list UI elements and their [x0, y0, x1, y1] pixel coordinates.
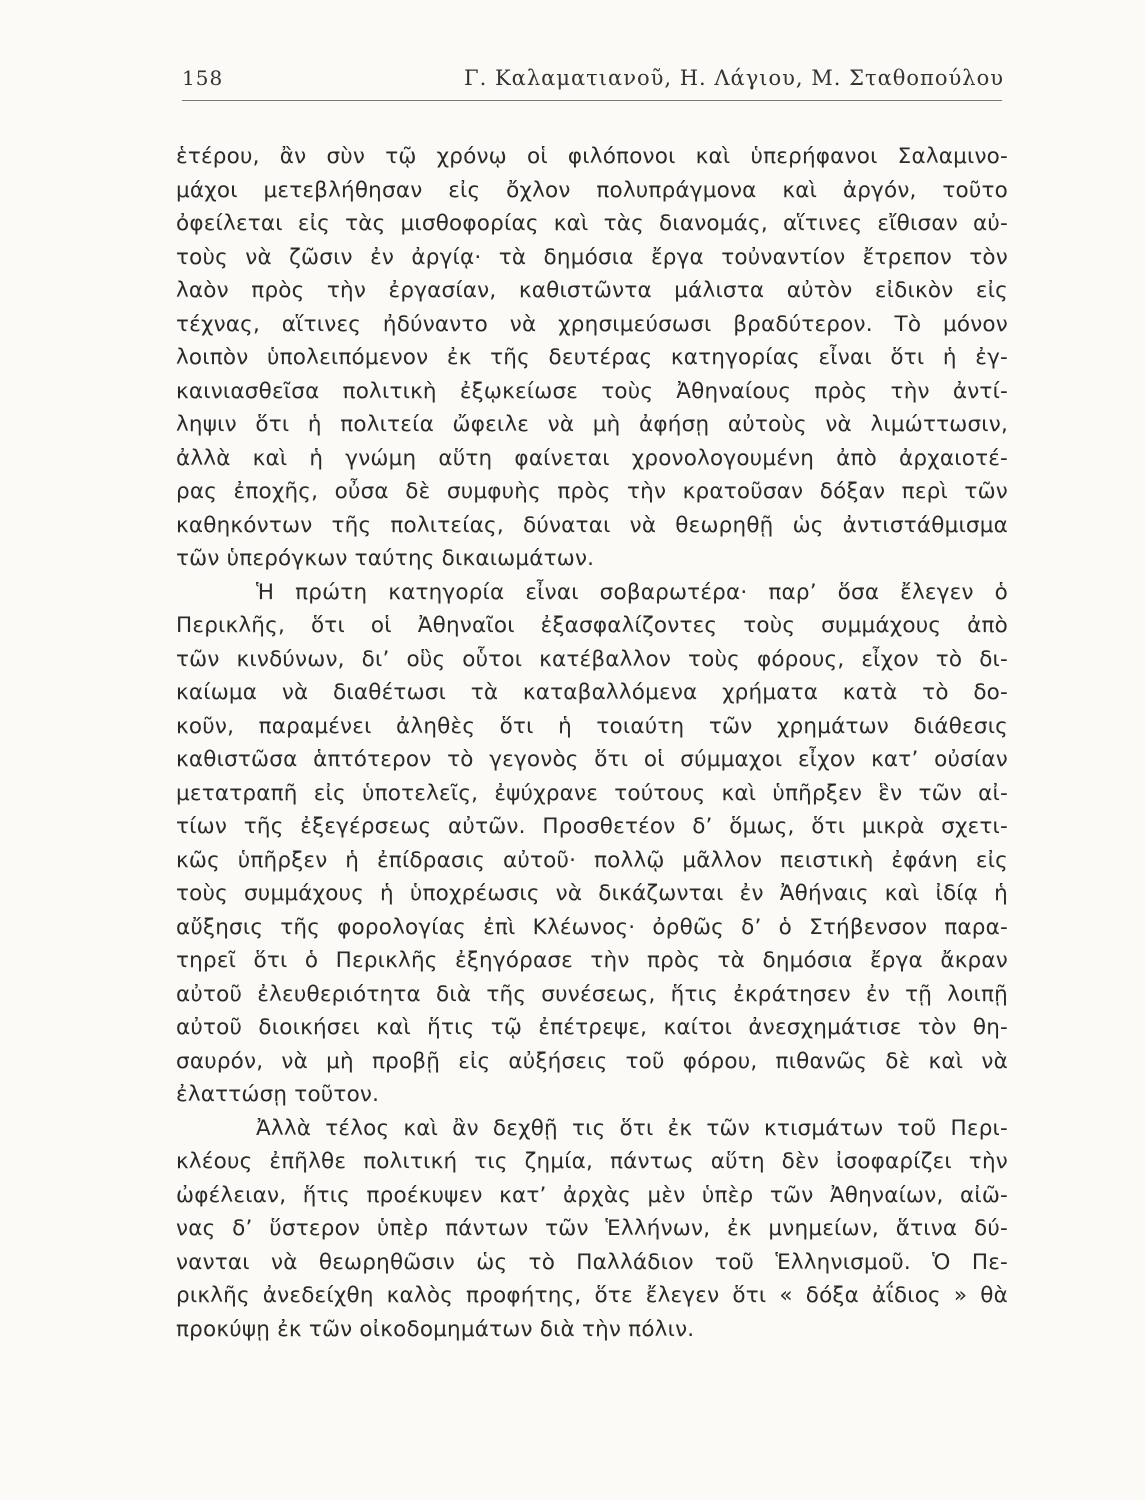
text-line: ρικλῆς ἀνεδείχθη καλὸς προφήτης, ὅτε ἔλεγεν ὅτι « δόξα ἀΐδιος » θὰ: [176, 1283, 1008, 1308]
running-head: Γ. Καλαματιανοῦ, Η. Λάγιου, Μ. Σταθοπούλου: [464, 66, 1004, 90]
text-line: καθηκόντων τῆς πολιτείας, δύναται νὰ θεωρηθῇ ὡς ἀντιστάθμισμα: [176, 512, 1008, 538]
text-line: ὀφείλεται εἰς τὰς μισθοφορίας καὶ τὰς διανομάς, αἵτινες εἴθισαν αὐ-: [176, 211, 1008, 236]
text-line: προκύψῃ ἐκ τῶν οἰκοδομημάτων διὰ τὴν πόλιν.: [176, 1316, 695, 1342]
page-header: [182, 64, 1004, 100]
text-line: ληψιν ὅτι ἡ πολιτεία ὤφειλε νὰ μὴ ἀφήσῃ αὐτοὺς νὰ λιμώττωσιν,: [176, 412, 1008, 437]
text-line: Ἡ πρώτη κατηγορία εἶναι σοβαρωτέρα· παρ’ ὅσα ἔλεγεν ὁ: [256, 579, 1008, 605]
text-line: τίων τῆς ἐξεγέρσεως αὐτῶν. Προσθετέον δ’ ὅμως, ὅτι μικρὰ σχετι-: [176, 814, 1008, 839]
text-line: τοὺς νὰ ζῶσιν ἐν ἀργίᾳ· τὰ δημόσια ἔργα τοὐναντίον ἔτρεπον τὸν: [176, 244, 1008, 270]
text-line: νας δ’ ὕστερον ὑπὲρ πάντων τῶν Ἑλλήνων, ἐκ μνημείων, ἅτινα δύ-: [176, 1216, 1008, 1241]
text-line: αὐτοῦ ἐλευθεριότητα διὰ τῆς συνέσεως, ἥτις ἐκράτησεν ἐν τῇ λοιπῇ: [176, 981, 1008, 1007]
text-line: καινιασθεῖσα πολιτικὴ ἐξῳκείωσε τοὺς Ἀθηναίους πρὸς τὴν ἀντί-: [176, 378, 1008, 404]
text-line: αὔξησις τῆς φορολογίας ἐπὶ Κλέωνος· ὀρθῶς δ’ ὁ Στήβενσον παρα-: [176, 914, 1008, 940]
text-line: κῶς ὑπῆρξεν ἡ ἐπίδρασις αὐτοῦ· πολλῷ μᾶλλον πειστικὴ ἐφάνη εἰς: [176, 847, 1008, 873]
text-line: ρας ἐποχῆς, οὖσα δὲ συμφυὴς πρὸς τὴν κρατοῦσαν δόξαν περὶ τῶν: [176, 479, 1008, 504]
body-text: [176, 140, 1008, 1346]
text-line: λαὸν πρὸς τὴν ἐργασίαν, καθιστῶντα μάλιστα αὐτὸν εἰδικὸν εἰς: [176, 278, 1008, 303]
text-line: τῶν ὑπερόγκων ταύτης δικαιωμάτων.: [176, 546, 595, 571]
text-line: τοὺς συμμάχους ἡ ὑποχρέωσις νὰ δικάζωνται ἐν Ἀθήναις καὶ ἰδίᾳ ἡ: [176, 881, 1008, 906]
text-line: καίωμα νὰ διαθέτωσι τὰ καταβαλλόμενα χρήματα κατὰ τὸ δο-: [176, 680, 1008, 705]
text-line: αὐτοῦ διοικήσει καὶ ἥτις τῷ ἐπέτρεψε, καίτοι ἀνεσχημάτισε τὸν θη-: [176, 1015, 1008, 1040]
text-line: κοῦν, παραμένει ἀληθὲς ὅτι ἡ τοιαύτη τῶν χρημάτων διάθεσις: [176, 713, 1008, 739]
page-number: 158: [182, 66, 224, 90]
text-line: ὠφέλειαν, ἥτις προέκυψεν κατ’ ἀρχὰς μὲν ὑπὲρ τῶν Ἀθηναίων, αἰῶ-: [176, 1182, 1008, 1208]
text-line: σαυρόν, νὰ μὴ προβῇ εἰς αὐξήσεις τοῦ φόρου, πιθανῶς δὲ καὶ νὰ: [176, 1048, 1008, 1074]
text-line: Ἀλλὰ τέλος καὶ ἂν δεχθῇ τις ὅτι ἐκ τῶν κτισμάτων τοῦ Περι-: [256, 1115, 1008, 1141]
text-line: ἀλλὰ καὶ ἡ γνώμη αὕτη φαίνεται χρονολογουμένη ἀπὸ ἀρχαιοτέ-: [176, 445, 1008, 471]
text-line: τέχνας, αἵτινες ἠδύναντο νὰ χρησιμεύσωσι βραδύτερον. Τὸ μόνον: [176, 311, 1008, 337]
text-line: μετατραπῆ εἰς ὑποτελεῖς, ἐψύχρανε τούτους καὶ ὑπῆρξεν ἓν τῶν αἰ-: [176, 780, 1008, 806]
text-line: ἐλαττώσῃ τοῦτον.: [176, 1082, 380, 1107]
text-line: Περικλῆς, ὅτι οἱ Ἀθηναῖοι ἐξασφαλίζοντες τοὺς συμμάχους ἀπὸ: [176, 613, 1008, 638]
text-line: ἑτέρου, ἂν σὺν τῷ χρόνῳ οἱ φιλόπονοι καὶ ὑπερήφανοι Σαλαμινο-: [176, 144, 1008, 169]
text-line: λοιπὸν ὑπολειπόμενον ἐκ τῆς δευτέρας κατηγορίας εἶναι ὅτι ἡ ἐγ-: [176, 345, 1008, 370]
header-rule: [182, 100, 1002, 101]
text-line: νανται νὰ θεωρηθῶσιν ὡς τὸ Παλλάδιον τοῦ Ἑλληνισμοῦ. Ὁ Πε-: [176, 1249, 1008, 1275]
text-line: καθιστῶσα ἁπτότερον τὸ γεγονὸς ὅτι οἱ σύμμαχοι εἶχον κατ’ οὐσίαν: [176, 747, 1008, 772]
text-line: μάχοι μετεβλήθησαν εἰς ὄχλον πολυπράγμονα καὶ ἀργόν, τοῦτο: [176, 177, 1008, 203]
text-line: τηρεῖ ὅτι ὁ Περικλῆς ἐξηγόρασε τὴν πρὸς τὰ δημόσια ἔργα ἄκραν: [176, 948, 1008, 973]
text-line: κλέους ἐπῆλθε πολιτική τις ζημία, πάντως αὕτη δὲν ἰσοφαρίζει τὴν: [176, 1149, 1008, 1174]
text-line: τῶν κινδύνων, δι’ οὓς οὗτοι κατέβαλλον τοὺς φόρους, εἶχον τὸ δι-: [176, 646, 1008, 672]
